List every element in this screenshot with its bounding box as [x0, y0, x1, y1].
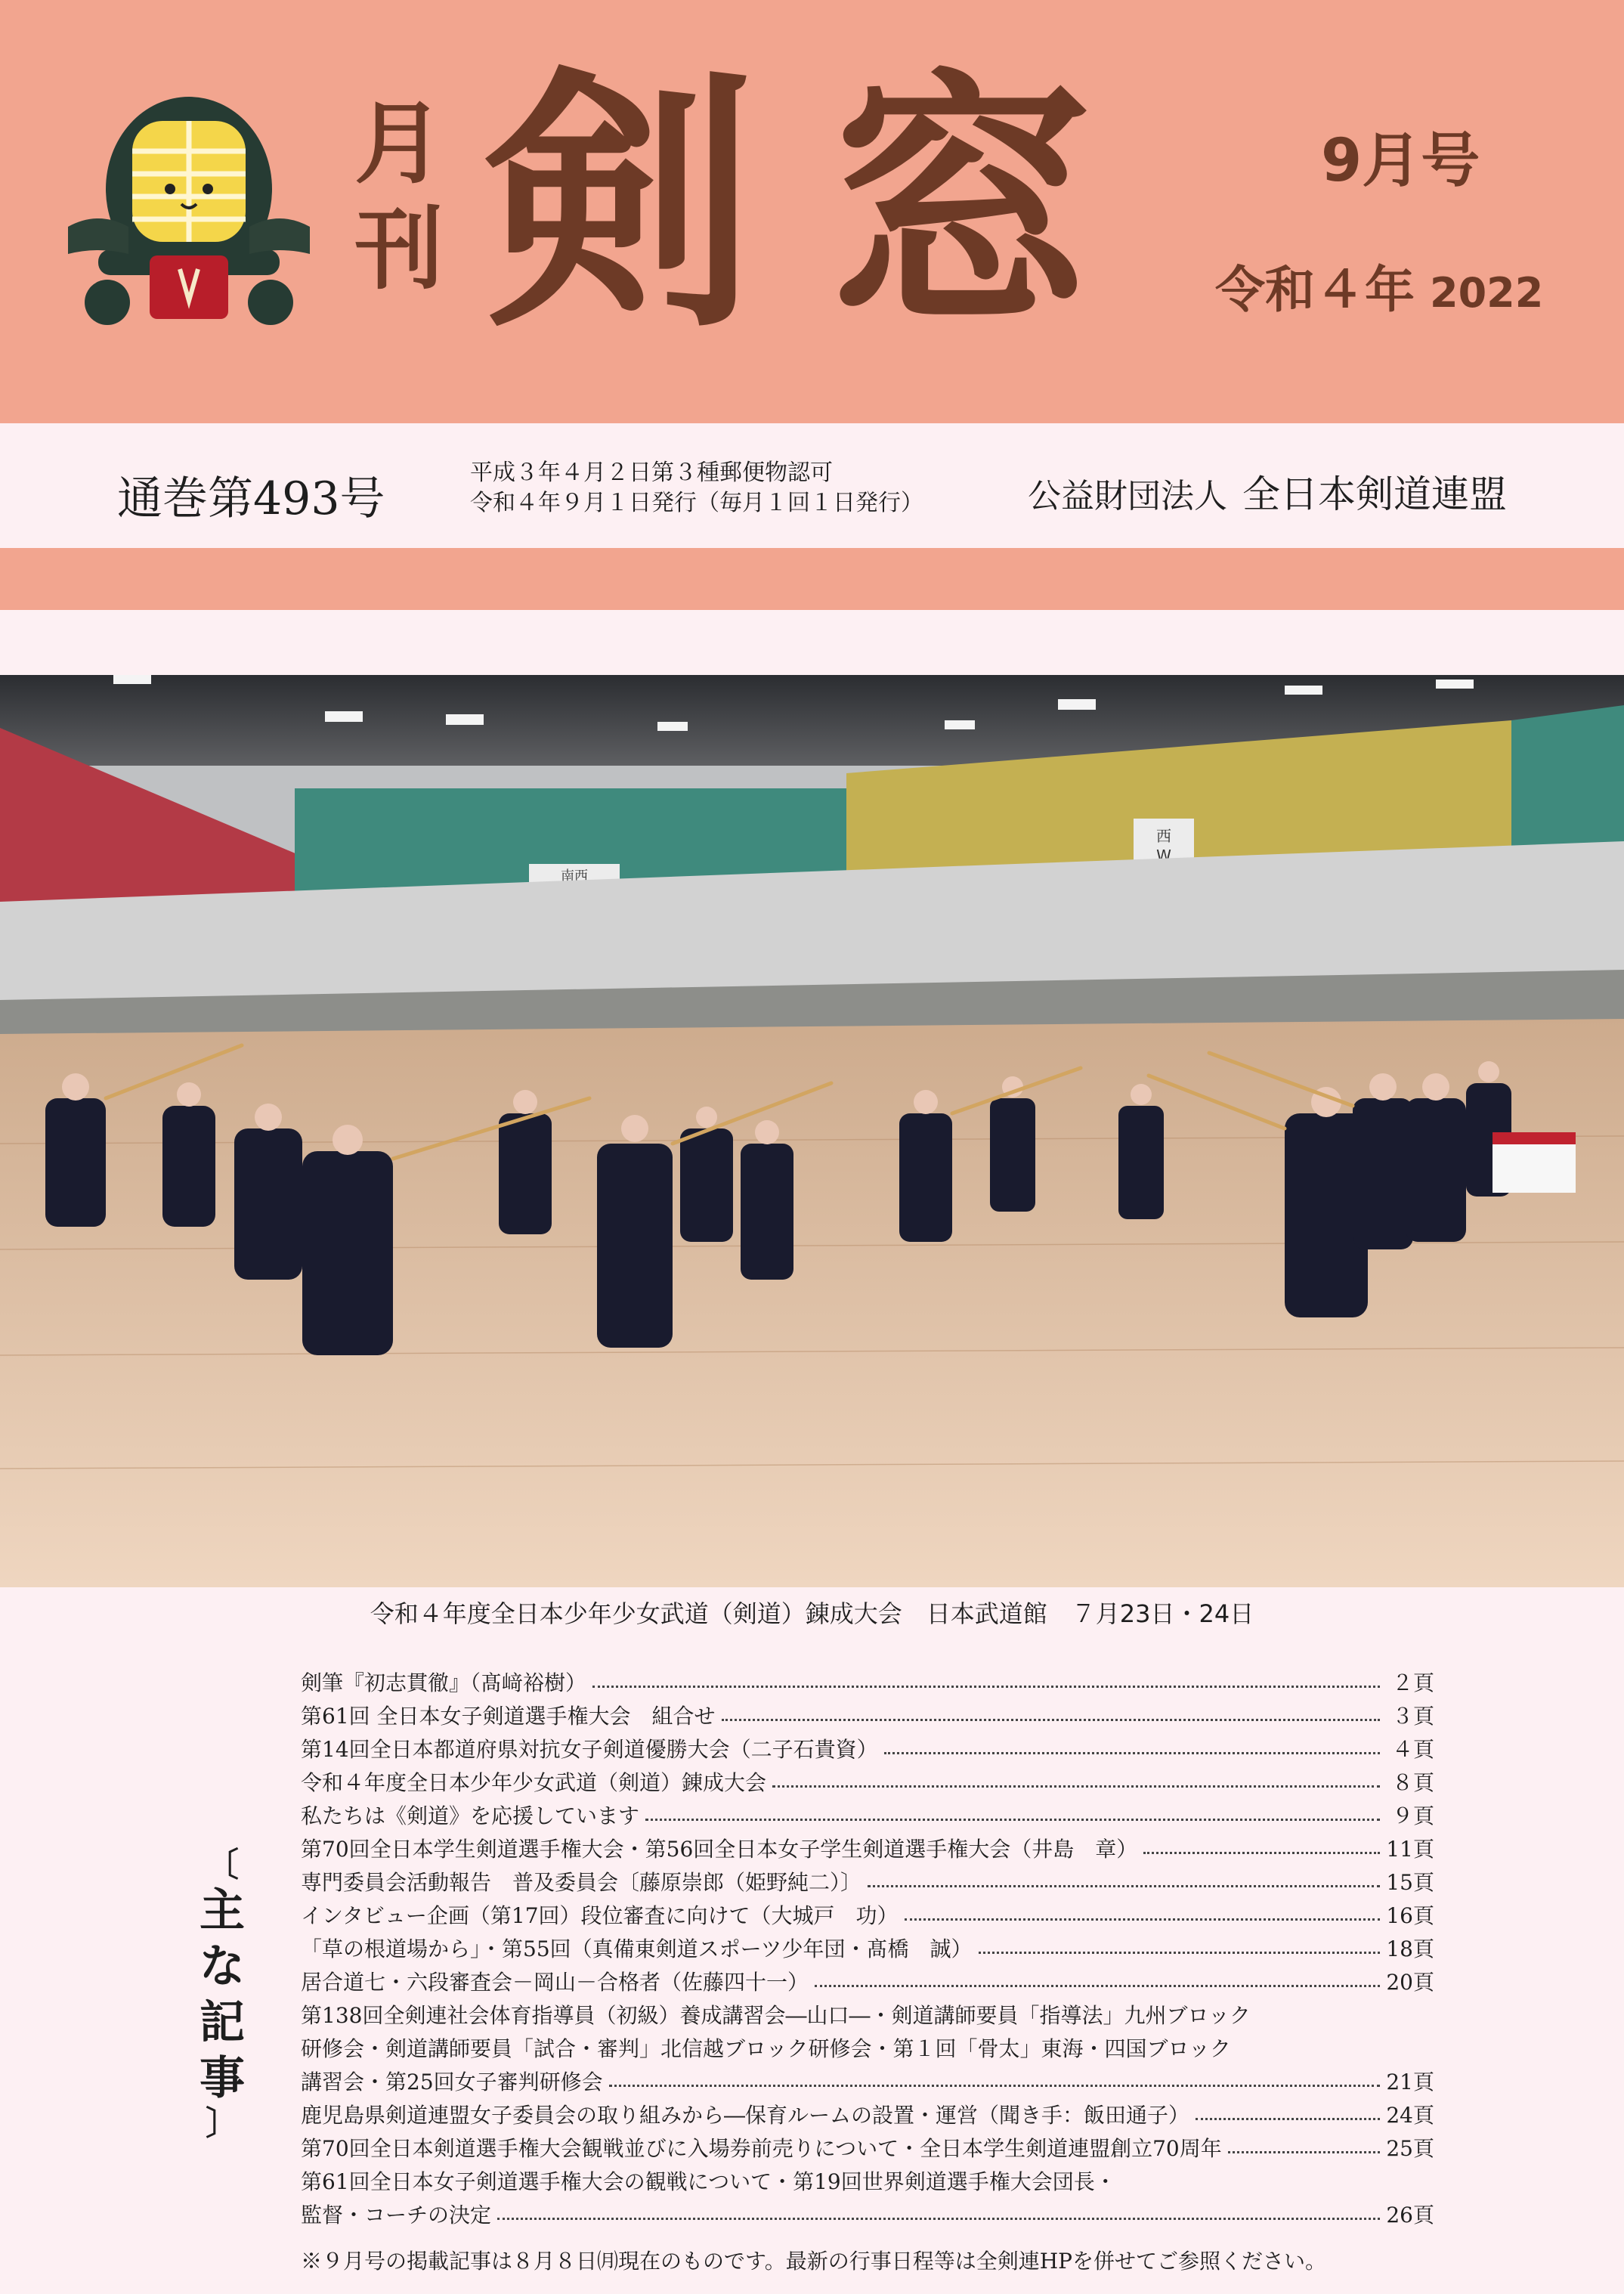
toc-title: 講習会・第25回女子審判研修会: [301, 2070, 603, 2094]
toc-title: 第138回全剣連社会体育指導員（初級）養成講習会―山口―・剣道講師要員「指導法」九州ブロック: [301, 2003, 1251, 2028]
label-char: 記: [200, 1996, 245, 2049]
toc-page: 11頁: [1386, 1837, 1434, 1862]
label-bracket: 〔: [206, 1846, 239, 1884]
toc-page: 24頁: [1386, 2103, 1434, 2128]
toc-entry: [301, 1798, 1434, 1831]
toc-page: ８頁: [1391, 1770, 1434, 1795]
magazine-title-char: 窓: [824, 44, 1096, 364]
toc-title: 第61回 全日本女子剣道選手権大会 組合せ: [301, 1704, 716, 1729]
permit-line: 平成３年４月２日第３種郵便物認可: [470, 460, 833, 486]
dot-leader: [815, 1985, 1380, 1987]
toc-title: 第70回全日本学生剣道選手権大会・第56回全日本女子学生剣道選手権大会（井島 章）: [301, 1837, 1138, 1862]
issue-year: [1215, 249, 1543, 321]
monthly-char: 刊: [354, 197, 444, 302]
magazine-title-char: 剣: [484, 44, 756, 364]
toc-entry: [301, 2064, 1434, 2097]
dot-leader: [884, 1752, 1380, 1754]
dot-leader: [722, 1719, 1380, 1721]
publisher-name: 全日本剣道連盟: [1242, 472, 1507, 516]
toc-entry: [301, 1831, 1434, 1865]
toc-entry: [301, 2197, 1434, 2231]
toc-page: ２頁: [1391, 1670, 1434, 1695]
toc-page: 15頁: [1386, 1870, 1434, 1895]
hall-sign-text: W: [1156, 847, 1171, 865]
toc-page: 21頁: [1386, 2070, 1434, 2094]
toc-entry: [301, 1665, 1434, 1698]
dot-leader: [497, 2218, 1380, 2220]
hall-sign-text: 西: [1156, 827, 1171, 845]
toc-entry: [301, 1698, 1434, 1732]
cover-photo: [0, 675, 1624, 1587]
era-year: 令和４年: [1215, 261, 1415, 319]
toc-title: 居合道七・六段審査会－岡山－合格者（佐藤四十一）: [301, 1970, 809, 1995]
publisher: [1028, 464, 1507, 519]
toc-title: インタビュー企画（第17回）段位審査に向けて（大城戸 功）: [301, 1903, 899, 1928]
label-char: 主: [200, 1884, 245, 1937]
accent-band: [0, 548, 1624, 610]
hall-sign-text: 南西: [561, 868, 588, 884]
toc-page: 26頁: [1386, 2203, 1434, 2227]
dot-leader: [609, 2085, 1380, 2087]
dot-leader: [868, 1885, 1380, 1887]
toc-entry: [301, 2131, 1434, 2164]
toc-page: 16頁: [1386, 1903, 1434, 1928]
dot-leader: [772, 1785, 1380, 1788]
label-char: な: [200, 1940, 245, 1993]
toc-entry: [301, 1964, 1434, 1998]
kendo-mascot-logo: [53, 76, 325, 348]
toc-entry: [301, 1765, 1434, 1798]
issue-month: 9月号: [1321, 127, 1480, 195]
toc-page: ４頁: [1391, 1737, 1434, 1762]
monthly-label: [354, 91, 444, 302]
dot-leader: [592, 1686, 1380, 1688]
toc-page: ９頁: [1391, 1803, 1434, 1828]
toc-title: 鹿児島県剣道連盟女子委員会の取り組みから―保育ルームの設置・運営（聞き手：飯田通子）: [301, 2103, 1190, 2128]
toc-title: 第61回全日本女子剣道選手権大会の観戦について・第19回世界剣道選手権大会団長・: [301, 2169, 1116, 2194]
toc-title: 剣筆『初志貫徹』（髙﨑裕樹）: [301, 1670, 587, 1695]
publisher-prefix: 公益財団法人: [1028, 477, 1227, 515]
permit-line: 令和４年９月１日発行（毎月１回１日発行）: [470, 490, 923, 516]
toc-title: 令和４年度全日本少年少女武道（剣道）錬成大会: [301, 1770, 767, 1795]
toc-title: 研修会・剣道講師要員「試合・審判」北信越ブロック研修会・第１回「骨太」東海・四国ブロック: [301, 2036, 1231, 2061]
volume-number: 通巻第493号: [117, 472, 385, 525]
toc-title: 監督・コーチの決定: [301, 2203, 492, 2227]
western-year: 2022: [1430, 269, 1544, 317]
toc-page: ３頁: [1391, 1704, 1434, 1729]
postal-permit: [470, 458, 923, 519]
dot-leader: [1143, 1852, 1380, 1854]
dot-leader: [1228, 2151, 1380, 2153]
monthly-char: 月: [354, 91, 444, 196]
masthead: [0, 0, 1624, 423]
photo-caption: 令和４年度全日本少年少女武道（剣道）錬成大会 日本武道館 ７月23日・24日: [370, 1599, 1254, 1628]
toc-entry: [301, 1898, 1434, 1931]
footnote: ※９月号の掲載記事は８月８日㈪現在のものです。最新の行事日程等は全剣連HPを併せてご参照ください。: [301, 2249, 1327, 2274]
dot-leader: [979, 1952, 1380, 1954]
label-char: 事: [200, 2052, 245, 2105]
toc-title: 第14回全日本都道府県対抗女子剣道優勝大会（二子石貴資）: [301, 1737, 878, 1762]
dot-leader: [905, 1918, 1380, 1921]
toc-entry: [301, 1732, 1434, 1765]
toc-title: 「草の根道場から」・第55回（真備東剣道スポーツ少年団・髙橋 誠）: [301, 1936, 973, 1961]
toc-page: 25頁: [1386, 2136, 1434, 2161]
toc-entry-continued: [301, 2164, 1434, 2197]
toc-entry: [301, 2097, 1434, 2131]
toc-title: 私たちは《剣道》を応援しています: [301, 1803, 640, 1828]
label-bracket: 〕: [206, 2104, 239, 2143]
main-articles-label: [198, 1848, 246, 2141]
toc-page: 18頁: [1386, 1936, 1434, 1961]
toc-entry-continued: [301, 2031, 1434, 2064]
toc-entry-continued: [301, 1998, 1434, 2031]
dot-leader: [645, 1819, 1380, 1821]
toc-entry: [301, 1931, 1434, 1964]
toc-page: 20頁: [1386, 1970, 1434, 1995]
table-of-contents: [301, 1665, 1434, 2231]
toc-title: 第70回全日本剣道選手権大会観戦並びに入場券前売りについて・全日本学生剣道連盟創立70周年: [301, 2136, 1222, 2161]
toc-title: 専門委員会活動報告 普及委員会〔藤原崇郎（姫野純二）〕: [301, 1870, 862, 1895]
toc-entry: [301, 1865, 1434, 1898]
dot-leader: [1196, 2118, 1380, 2120]
